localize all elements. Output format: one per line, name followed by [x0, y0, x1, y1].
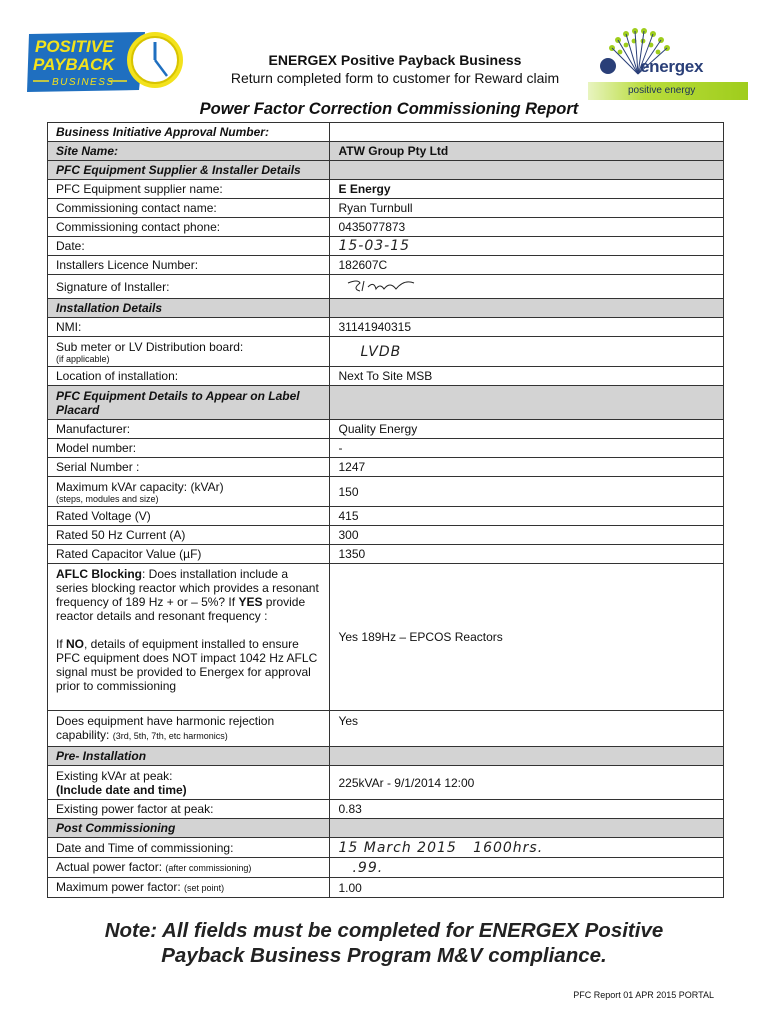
harmonic-label-cell: [48, 711, 330, 747]
commissioning-form: [47, 122, 724, 898]
energex-wordmark: energex: [640, 57, 704, 76]
max-pf-note: (set point): [184, 883, 225, 893]
nmi-label: NMI:: [48, 318, 330, 337]
commission-dt-row: [48, 838, 724, 858]
aflc-text-3: If: [56, 637, 67, 651]
aflc-question: [56, 567, 321, 623]
logo-line-1: POSITIVE: [35, 37, 114, 56]
date-row: [48, 237, 724, 256]
contact-name-row: [48, 199, 724, 218]
model-value[interactable]: -: [330, 439, 724, 458]
energex-logo: [588, 26, 748, 100]
max-pf-row: [48, 878, 724, 898]
existing-pf-row: [48, 800, 724, 819]
actual-pf-label-cell: [48, 858, 330, 878]
max-pf-label-cell: [48, 878, 330, 898]
actual-pf-value[interactable]: [330, 858, 724, 878]
manufacturer-label: Manufacturer:: [48, 420, 330, 439]
section-post-heading: Post Commissioning: [48, 819, 330, 838]
submeter-label-cell: [48, 337, 330, 367]
header-title: ENERGEX Positive Payback Business: [268, 52, 522, 68]
contact-phone-label: Commissioning contact phone:: [48, 218, 330, 237]
capacitor-value[interactable]: 1350: [330, 545, 724, 564]
manufacturer-row: [48, 420, 724, 439]
commission-dt-handwritten: 15 March 2015 1600hrs.: [338, 839, 544, 856]
serial-row: [48, 458, 724, 477]
serial-value[interactable]: 1247: [330, 458, 724, 477]
positive-payback-logo: [27, 30, 187, 94]
date-label: Date:: [48, 237, 330, 256]
header-subtitle: Return completed form to customer for Reward claim: [230, 70, 560, 86]
submeter-handwritten: LVDB: [360, 343, 402, 360]
approval-label: Business Initiative Approval Number:: [48, 123, 330, 142]
existing-kvar-value[interactable]: 225kVAr - 9/1/2014 12:00: [330, 766, 724, 800]
approval-value[interactable]: [330, 123, 724, 142]
kvar-label: Maximum kVAr capacity: (kVAr): [56, 479, 224, 494]
harmonic-value[interactable]: Yes: [330, 711, 724, 747]
aflc-row: [48, 564, 724, 711]
actual-pf-row: [48, 858, 724, 878]
site-value[interactable]: ATW Group Pty Ltd: [330, 142, 724, 161]
energex-tagline: positive energy: [588, 82, 748, 100]
header: [195, 52, 595, 87]
voltage-row: [48, 507, 724, 526]
current-value[interactable]: 300: [330, 526, 724, 545]
contact-name-value[interactable]: Ryan Turnbull: [330, 199, 724, 218]
actual-pf-label: Actual power factor:: [56, 860, 163, 874]
harmonic-label: Does equipment have harmonic rejection capability:: [56, 714, 275, 742]
submeter-value[interactable]: [330, 337, 724, 367]
section-pre-heading: Pre- Installation: [48, 747, 330, 766]
aflc-label-cell: [48, 564, 330, 711]
section-post-commissioning: [48, 819, 724, 838]
commission-dt-value[interactable]: [330, 838, 724, 858]
voltage-value[interactable]: 415: [330, 507, 724, 526]
kvar-label-cell: [48, 477, 330, 507]
submeter-label: Sub meter or LV Distribution board:: [56, 339, 244, 354]
licence-label: Installers Licence Number:: [48, 256, 330, 275]
actual-pf-note: (after commissioning): [165, 863, 252, 873]
licence-value[interactable]: 182607C: [330, 256, 724, 275]
approval-row: [48, 123, 724, 142]
aflc-text-2: provide reactor details and resonant frequency :: [56, 595, 306, 623]
commission-dt-label: Date and Time of commissioning:: [48, 838, 330, 858]
section-supplier: [48, 161, 724, 180]
existing-kvar-label-bold: (Include date and time): [56, 782, 187, 797]
signature-value[interactable]: [330, 275, 724, 299]
section-label-heading: PFC Equipment Details to Appear on Label Placard: [48, 386, 330, 420]
report-title: Power Factor Correction Commissioning Report: [199, 100, 579, 118]
compliance-note-line-1: Note: All fields must be completed for ENERGEX Positive: [104, 919, 664, 942]
model-label: Model number:: [48, 439, 330, 458]
aflc-text-1: : Does installation include a series blocking reactor which provides a resonant frequency of 189 Hz + or – 5%? If: [56, 567, 319, 609]
harmonic-row: [48, 711, 724, 747]
nmi-value[interactable]: 31141940315: [330, 318, 724, 337]
signature-row: [48, 275, 724, 299]
submeter-row: [48, 337, 724, 367]
contact-name-label: Commissioning contact name:: [48, 199, 330, 218]
location-value[interactable]: Next To Site MSB: [330, 367, 724, 386]
supplier-label: PFC Equipment supplier name:: [48, 180, 330, 199]
section-installation-blank: [330, 299, 724, 318]
capacitor-row: [48, 545, 724, 564]
aflc-text-4: , details of equipment installed to ensure PFC equipment does NOT impact 1042 Hz AFLC signal must be provided to Energex for approval prior to commissioning: [56, 637, 318, 693]
signature-label: Signature of Installer:: [48, 275, 330, 299]
compliance-note: [0, 918, 768, 968]
current-label: Rated 50 Hz Current (A): [48, 526, 330, 545]
max-pf-value[interactable]: 1.00: [330, 878, 724, 898]
logo-line-3: BUSINESS: [52, 77, 115, 88]
max-pf-label: Maximum power factor:: [56, 880, 181, 894]
capacitor-label: Rated Capacitor Value (µF): [48, 545, 330, 564]
existing-kvar-label-cell: [48, 766, 330, 800]
site-row: [48, 142, 724, 161]
section-installation-heading: Installation Details: [48, 299, 330, 318]
licence-row: [48, 256, 724, 275]
section-label-blank: [330, 386, 724, 420]
location-label: Location of installation:: [48, 367, 330, 386]
existing-kvar-row: [48, 766, 724, 800]
serial-label: Serial Number :: [48, 458, 330, 477]
supplier-row: [48, 180, 724, 199]
aflc-bold-no: NO: [66, 637, 85, 651]
contact-phone-value[interactable]: 0435077873: [330, 218, 724, 237]
voltage-label: Rated Voltage (V): [48, 507, 330, 526]
section-label-placard: [48, 386, 724, 420]
aflc-value[interactable]: Yes 189Hz – EPCOS Reactors: [330, 564, 724, 711]
existing-kvar-label: Existing kVAr at peak:: [56, 768, 173, 783]
footer-reference: PFC Report 01 APR 2015 PORTAL: [573, 990, 714, 1000]
model-row: [48, 439, 724, 458]
section-post-blank: [330, 819, 724, 838]
site-label: Site Name:: [48, 142, 330, 161]
manufacturer-value[interactable]: Quality Energy: [330, 420, 724, 439]
current-row: [48, 526, 724, 545]
section-pre-installation: [48, 747, 724, 766]
kvar-value[interactable]: 150: [330, 477, 724, 507]
section-supplier-heading: PFC Equipment Supplier & Installer Details: [48, 161, 330, 180]
aflc-bold-yes: YES: [238, 595, 263, 609]
date-value[interactable]: [330, 237, 724, 256]
contact-phone-row: [48, 218, 724, 237]
signature-scribble: [338, 277, 438, 293]
aflc-no-instructions: [56, 637, 321, 693]
kvar-note: (steps, modules and size): [56, 493, 159, 504]
submeter-note: (if applicable): [56, 353, 110, 364]
location-row: [48, 367, 724, 386]
section-pre-blank: [330, 747, 724, 766]
existing-pf-value[interactable]: 0.83: [330, 800, 724, 819]
compliance-note-line-2: Payback Business Program M&V compliance.: [161, 944, 607, 967]
nmi-row: [48, 318, 724, 337]
harmonic-note: (3rd, 5th, 7th, etc harmonics): [112, 731, 228, 741]
date-handwritten: 15-03-15: [338, 238, 411, 254]
section-supplier-blank: [330, 161, 724, 180]
section-installation: [48, 299, 724, 318]
kvar-row: [48, 477, 724, 507]
existing-pf-label: Existing power factor at peak:: [48, 800, 330, 819]
actual-pf-handwritten: .99.: [352, 859, 384, 876]
supplier-value[interactable]: E Energy: [330, 180, 724, 199]
aflc-bold-1: AFLC Blocking: [56, 567, 142, 581]
logo-line-2: PAYBACK: [33, 55, 115, 74]
